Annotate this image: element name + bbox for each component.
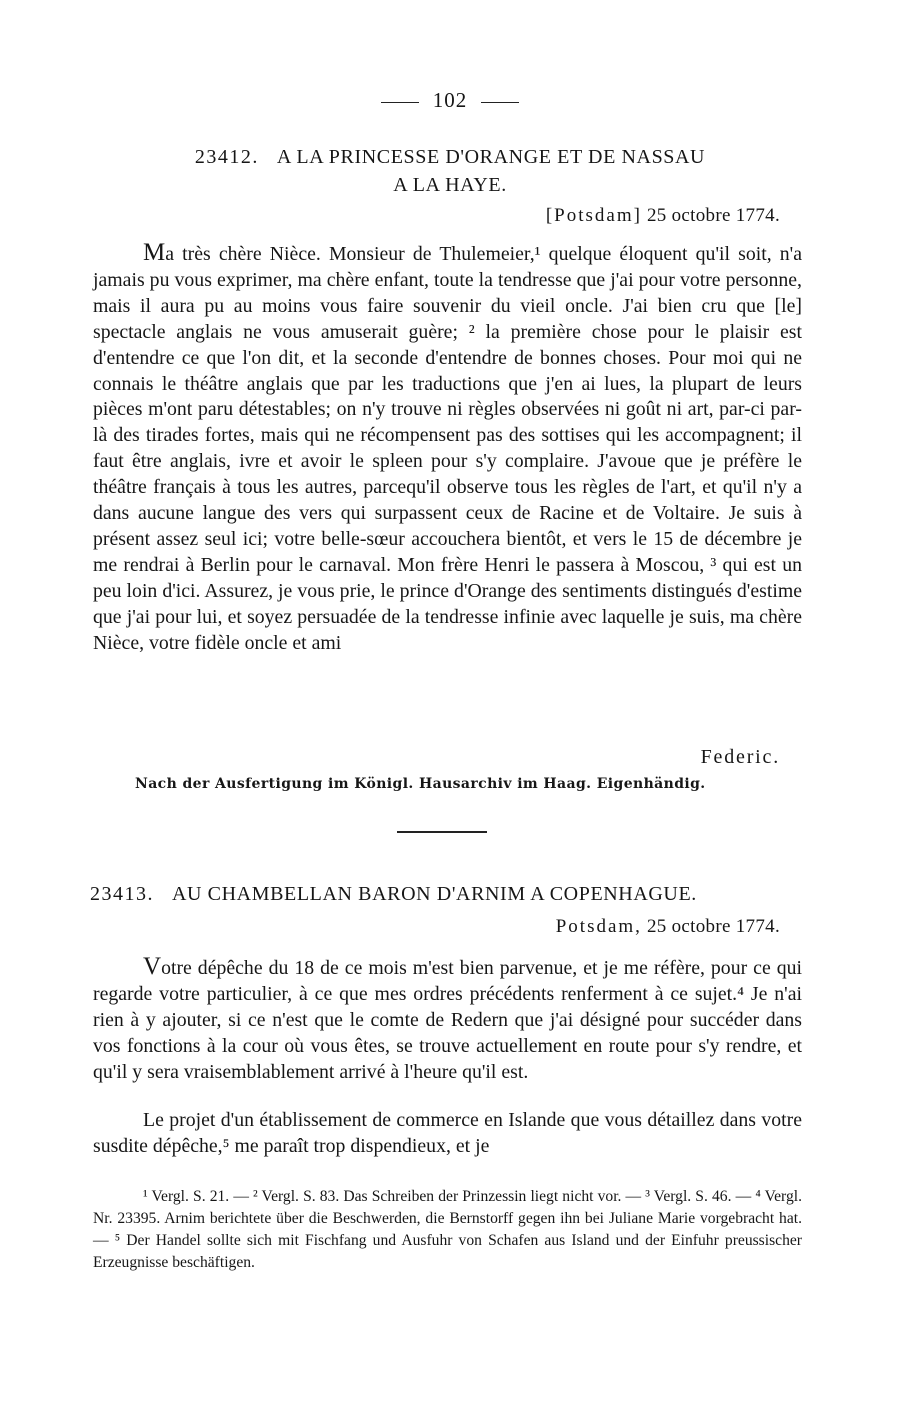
page-number: 102 [432,88,468,112]
page-number-rule-left [381,102,419,103]
letter-body: Ma très chère Nièce. Monsieur de Thulemeier,¹ quelque éloquent qu'il soit, n'a jamais pu vous exprimer, ma chère enfant, toute la tendresse que j'ai pour votre personne, mais il aura pu au moins vous faire souvenir du vieil oncle. J'ai bien cru que [le] spectacle anglais ne vous amuserait guère; ² la première chose pour le plaisir est d'entendre ce que l'on dit, et la seconde d'entendre de bonnes choses. Pour moi qui ne connais le théâtre anglais que par les traductions que j'en ai lues, la plupart de leurs pièces m'ont paru détestables; on n'y trouve ni règles observées ni goût ni art, par-ci par-là des tirades fortes, mais qui ne récompensent pas des sottises qui les accompagnent; il faut être anglais, ivre et avoir le spleen pour s'y complaire. J'avoue que je préfère le théâtre français à tous les autres, parcequ'il observe tous les règles de l'art, et qu'il n'y a dans aucune langue des vers qui surpassent ceux de Racine et de Voltaire. Je suis à présent assez seul ici; votre belle-sœur accouchera bientôt, et vers le 15 de décembre je me rendrai à Berlin pour le carnaval. Mon frère Henri le passera à Moscou, ³ qui est un peu loin d'ici. Assurez, je vous prie, le prince d'Orange des sentiments distingués d'estime que j'ai pour lui, et soyez persuadée de la tendresse infinie avec laquelle je suis, ma chère Nièce, votre fidèle oncle et ami [93,239,802,654]
section-separator [397,831,487,833]
letter-number: 23412. [194,146,259,168]
letter-heading-2 [90,880,810,908]
source-note: Nach der Ausfertigung im Königl. Hausarchiv im Haag. Eigenhändig. [135,776,706,792]
letter-number-2: 23413. [90,883,154,905]
letter-title-2: AU CHAMBELLAN BARON D'ARNIM A COPENHAGUE. [172,883,697,905]
letter-dateline: [Potsdam] 25 octobre 1774. [545,205,780,226]
letter-2-paragraph-2: Le projet d'un établissement de commerce en Islande que vous détaillez dans votre susdite dépêche,⁵ me paraît trop dispendieux, et je [93,1109,802,1157]
letter-signature: Federic. [700,746,780,768]
letter-dateline-2: Potsdam, 25 octobre 1774. [555,916,780,937]
page-number-rule-right [481,102,519,103]
salutation-initial: M [143,239,166,266]
letter-2-paragraph-1: Votre dépêche du 18 de ce mois m'est bien parvenue, et je me réfère, pour ce qui regarde votre particulier, à ce que mes ordres précédents renferment à ce sujet.⁴ Je n'ai rien à y ajouter, si ce n'est que le comte de Redern que j'ai désigné pour succéder dans vos fonctions à la cour où vous êtes, se trouve actuellement en route pour s'y rendre, et qu'il y sera vraisemblablement arrivé à l'heure qu'il est. [93,953,802,1083]
letter-title-line-2: A LA HAYE. [393,174,507,196]
paragraph-initial: V [143,953,162,980]
footnotes: ¹ Vergl. S. 21. — ² Vergl. S. 83. Das Schreiben der Prinzessin liegt nicht vor. — ³ Vergl. S. 46. — ⁴ Vergl. Nr. 23395. Arnim berichtete über die Beschwerden, die Bernstorff gegen ihn bei Juliane Marie vorgebracht hat. — ⁵ Der Handel sollte sich mit Fischfang und Ausfuhr von Schafen aus Island und der Einfuhr preussischer Erzeugnisse beschäftigen. [93,1188,802,1271]
letter-title-line-1: 23412. A LA PRINCESSE D'ORANGE ET DE NASSAU [194,146,706,168]
letter-heading [140,143,760,199]
page-number-line [0,88,900,113]
